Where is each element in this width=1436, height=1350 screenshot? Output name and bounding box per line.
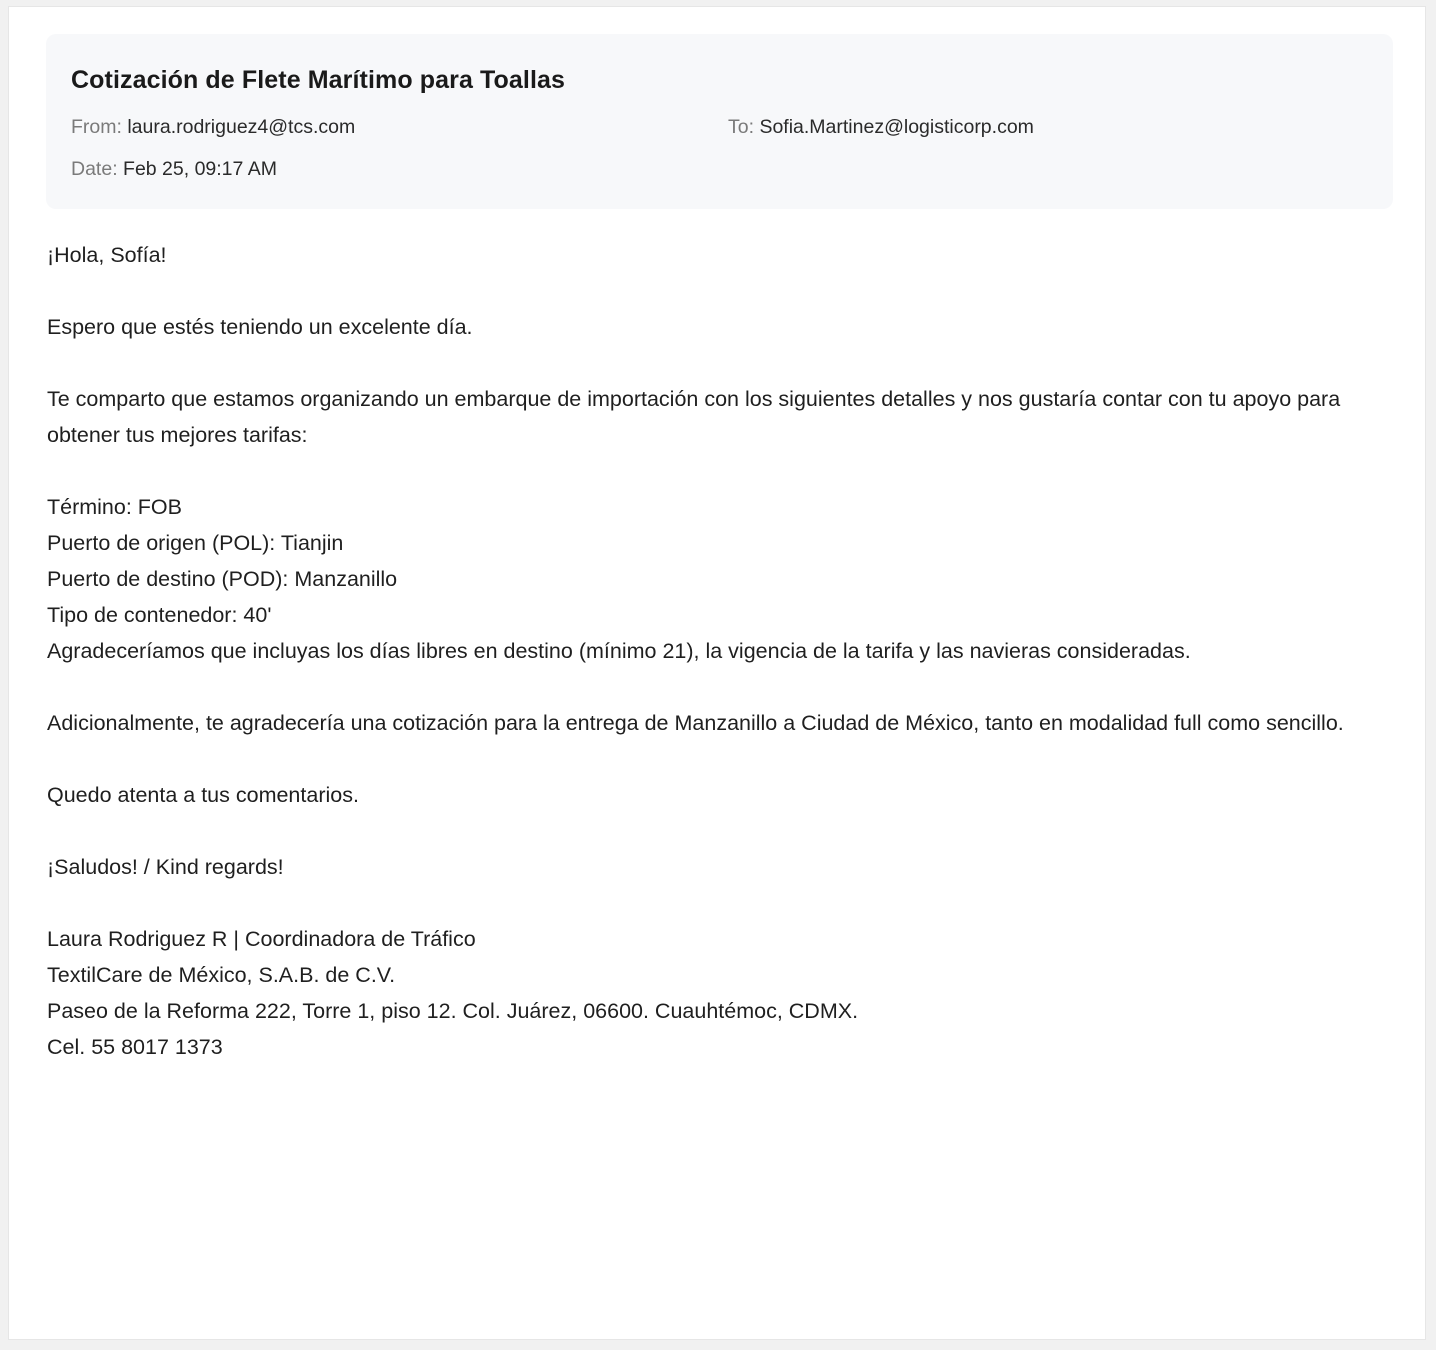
additional-paragraph: Adicionalmente, te agradecería una cotización para la entrega de Manzanillo a Ciudad de México, tanto en modalidad full como sencillo. [47, 711, 1344, 735]
signature-address: Paseo de la Reforma 222, Torre 1, piso 12. Col. Juárez, 06600. Cuauhtémoc, CDMX. [47, 999, 859, 1023]
email-date [71, 158, 277, 181]
detail-pol: Puerto de origen (POL): Tianjin [47, 531, 344, 555]
email-subject: Cotización de Flete Marítimo para Toallas [71, 66, 566, 94]
greeting: ¡Hola, Sofía! [47, 243, 167, 267]
detail-container: Tipo de contenedor: 40' [47, 603, 272, 627]
regards-line: ¡Saludos! / Kind regards! [47, 855, 284, 879]
email-body [47, 237, 1397, 1101]
intro-paragraph: Espero que estés teniendo un excelente día. [47, 315, 473, 339]
from-label: From: [71, 116, 122, 138]
date-value: Feb 25, 09:17 AM [123, 158, 277, 180]
signature-company: TextilCare de México, S.A.B. de C.V. [47, 963, 396, 987]
email-header [46, 34, 1393, 209]
email-from [71, 116, 355, 139]
to-label: To: [728, 116, 755, 138]
email-to [728, 116, 1034, 139]
signature-phone: Cel. 55 8017 1373 [47, 1035, 223, 1059]
signature-name: Laura Rodriguez R | Coordinadora de Tráfico [47, 927, 476, 951]
detail-pod: Puerto de destino (POD): Manzanillo [47, 567, 398, 591]
closing-paragraph: Quedo atenta a tus comentarios. [47, 783, 359, 807]
email-viewer [8, 6, 1426, 1340]
to-address[interactable]: Sofia.Martinez@logisticorp.com [759, 116, 1034, 138]
request-paragraph: Te comparto que estamos organizando un embarque de importación con los siguientes detalles y nos gustaría contar con tu apoyo para obtener tus mejores tarifas: [47, 387, 1341, 447]
from-address[interactable]: laura.rodriguez4@tcs.com [127, 116, 356, 138]
detail-term: Término: FOB [47, 495, 182, 519]
signature-block [47, 921, 1397, 1065]
detail-request-note: Agradeceríamos que incluyas los días libres en destino (mínimo 21), la vigencia de la tarifa y las navieras consideradas. [47, 639, 1191, 663]
date-label: Date: [71, 158, 118, 180]
shipment-details [47, 489, 1397, 669]
